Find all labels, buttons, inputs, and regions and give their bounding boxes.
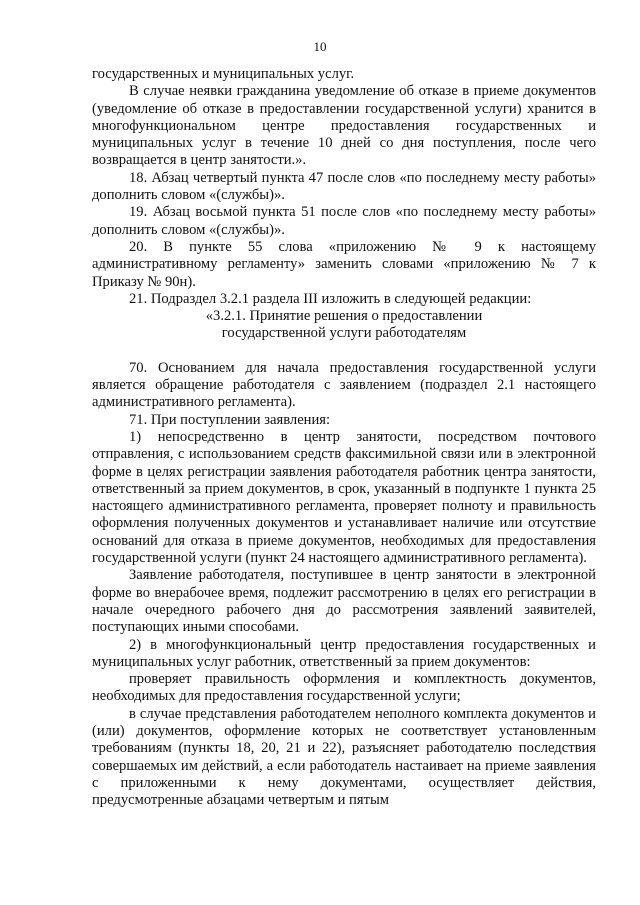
paragraph-continuation: государственных и муниципальных услуг.	[92, 66, 355, 82]
subsection-heading-line-2: государственной услуги работодателям	[221, 325, 467, 342]
paragraph-incomplete-documents: в случае представления работодателем неполного комплекта документов и (или) документов, оформление которых не соответствует установленным требованиям (пункты 18, 20, 21 и 22), разъясняет работодателю последствия совершаемых им действий, а если работодатель настаивает на приеме заявления с приложенными к нему документами, осуществляет действия, предусмотренные абзацами четвертым и пятым	[92, 705, 596, 809]
paragraph-item-71: 71. При поступлении заявления:	[129, 411, 331, 428]
paragraph-nonappearance: В случае неявки гражданина уведомление об отказе в приеме документов (уведомление об отказе в предоставлении государственной услуги) хранится в многофункциональном центре предоставления государственных и муниципальных услуг в течение 10 дней со дня поступления, после чего возвращается в центр занятости.».	[92, 83, 596, 169]
document-body	[92, 66, 596, 809]
paragraph-item-21: 21. Подраздел 3.2.1 раздела III изложить в следующей редакции:	[129, 290, 532, 307]
blank-line	[92, 343, 596, 360]
paragraph-checks-documents: проверяет правильность оформления и комплектность документов, необходимых для предоставления государственной услуги;	[92, 671, 596, 705]
subsection-heading-line-1: «3.2.1. Принятие решения о предоставлении	[205, 308, 483, 325]
paragraph-item-70: 70. Основанием для начала предоставления государственной услуги является обращение работодателя с заявлением (подраздел 2.1 настоящего административного регламента).	[92, 359, 596, 411]
paragraph-item-20: 20. В пункте 55 слова «приложению № 9 к настоящему административному регламенту» заменить словами «приложению № 7 к Приказу № 90н).	[92, 238, 596, 290]
paragraph-subitem-2: 2) в многофункциональный центр предоставления государственных и муниципальных услуг работник, ответственный за прием документов:	[92, 636, 596, 670]
paragraph-electronic-application: Заявление работодателя, поступившее в центр занятости в электронной форме во внерабочее время, подлежит рассмотрению в целях его регистрации в начале очередного рабочего дня до рассмотрения заявлений заявителей, поступающих иными способами.	[92, 567, 596, 636]
paragraph-item-18: 18. Абзац четвертый пункта 47 после слов «по последнему месту работы» дополнить словом «(службы)».	[92, 169, 596, 204]
page-number: 10	[313, 39, 327, 54]
paragraph-subitem-1: 1) непосредственно в центр занятости, посредством почтового отправления, с использованием средств факсимильной связи или в электронной форме в целях регистрации заявления работодателя работник центра занятости, ответственный за прием документов, в срок, указанный в подпункте 1 пункта 25 настоящего административного регламента, проверяет полноту и правильность оформления полученных документов и устанавливает наличие или отсутствие оснований для отказа в приеме документов, необходимых для предоставления государственной услуги (пункт 24 настоящего административного регламента).	[92, 428, 596, 567]
paragraph-item-19: 19. Абзац восьмой пункта 51 после слов «по последнему месту работы» дополнить словом «(службы)».	[92, 204, 596, 238]
